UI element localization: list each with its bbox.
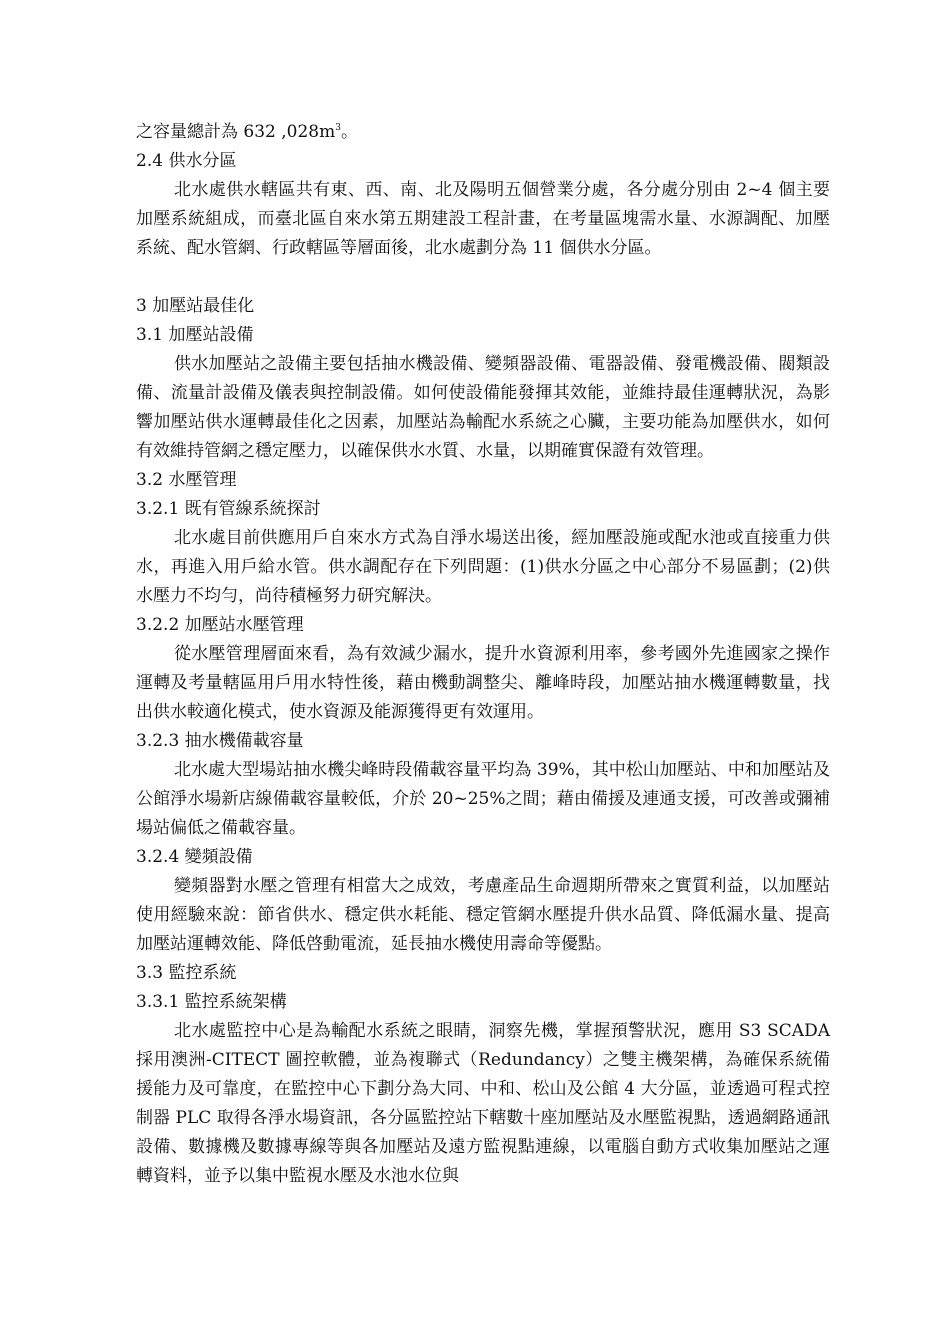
paragraph-2-4: 北水處供水轄區共有東、西、南、北及陽明五個營業分處，各分處分別由 2~4 個主要加壓系統組成，而臺北區自來水第五期建設工程計畫，在考量區塊需水量、水源調配、加壓系統、配水管網、行政轄區等層面後，北水處劃分為 11 個供水分區。 — [136, 180, 830, 258]
paragraph-3-2-4: 變頻器對水壓之管理有相當大之成效，考慮產品生命週期所帶來之實質利益，以加壓站使用經驗來說：節省供水、穩定供水耗能、穩定管網水壓提升供水品質、降低漏水量、提高加壓站運轉效能、降低啓動電流，延長抽水機使用壽命等優點。 — [136, 876, 830, 954]
heading-3-2: 3.2 水壓管理 — [136, 470, 237, 490]
heading-2-4: 2.4 供水分區 — [136, 151, 237, 171]
heading-3-3: 3.3 監控系統 — [136, 963, 237, 983]
heading-3-2-3: 3.2.3 抽水機備載容量 — [136, 731, 304, 751]
paragraph-3-3-1: 北水處監控中心是為輸配水系統之眼睛，洞察先機，掌握預警狀況，應用 S3 SCADA 採用澳洲-CITECT 圖控軟體，並為複聯式（Redundancy）之雙主機架構，為確保系統備援能力及可靠度，在監控中心下劃分為大同、中和、松山及公館 4 大分區，並透過可程式控制器 PLC 取得各淨水場資訊，各分區監控站下轄數十座加壓站及水壓監視點，透過網路通訊設備、數據機及數據專線等與各加壓站及遠方監視點連線，以電腦自動方式收集加壓站之運轉資料，並予以集中監視水壓及水池水位與 — [136, 1021, 830, 1186]
paragraph-3-1: 供水加壓站之設備主要包括抽水機設備、變頻器設備、電器設備、發電機設備、閥類設備、流量計設備及儀表與控制設備。如何使設備能發揮其效能，並維持最佳運轉狀況，為影響加壓站供水運轉最佳化之因素，加壓站為輸配水系統之心臟，主要功能為加壓供水，如何有效維持管網之穩定壓力，以確保供水水質、水量，以期確實保證有效管理。 — [136, 354, 830, 461]
heading-3-3-1: 3.3.1 監控系統架構 — [136, 992, 287, 1012]
paragraph-3-2-2: 從水壓管理層面來看，為有效減少漏水，提升水資源利用率，參考國外先進國家之操作運轉及考量轄區用戶用水特性後，藉由機動調整尖、離峰時段，加壓站抽水機運轉數量，找出供水較適化模式，使水資源及能源獲得更有效運用。 — [136, 644, 830, 722]
heading-3-2-4: 3.2.4 變頻設備 — [136, 847, 253, 867]
cubic-superscript: 3 — [335, 123, 341, 133]
heading-3: 3 加壓站最佳化 — [136, 296, 255, 316]
page-content — [136, 118, 830, 1191]
paragraph-3-2-1: 北水處目前供應用戶自來水方式為自淨水場送出後，經加壓設施或配水池或直接重力供水，再進入用戶給水管。供水調配存在下列問題：(1)供水分區之中心部分不易區劃；(2)供水壓力不均勻，尚待積極努力研究解決。 — [136, 528, 830, 606]
heading-3-2-2: 3.2.2 加壓站水壓管理 — [136, 615, 304, 635]
intro-period: 。 — [340, 122, 358, 142]
heading-3-2-1: 3.2.1 既有管線系統探討 — [136, 499, 321, 519]
heading-3-1: 3.1 加壓站設備 — [136, 325, 254, 345]
paragraph-3-2-3: 北水處大型場站抽水機尖峰時段備載容量平均為 39%，其中松山加壓站、中和加壓站及公館淨水場新店線備載容量較低，介於 20~25%之間；藉由備援及連通支援，可改善或彌補場站偏低之備載容量。 — [136, 760, 830, 838]
intro-text: 之容量總計為 632 ,028m — [136, 122, 336, 142]
intro-line — [136, 118, 830, 147]
section-spacer — [136, 263, 830, 292]
